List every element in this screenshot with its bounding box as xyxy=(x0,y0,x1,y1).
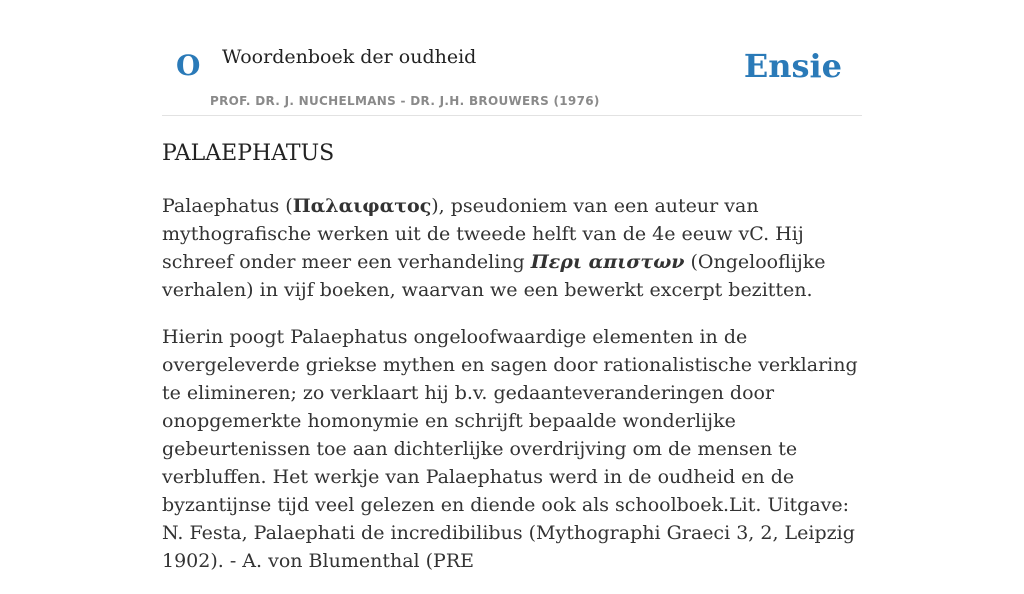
greek-work-title: Περι απιστων xyxy=(530,251,685,273)
entry-title: PALAEPHATUS xyxy=(162,141,335,166)
entry-content xyxy=(162,136,862,594)
index-letter[interactable]: O xyxy=(176,49,201,82)
paragraph-text: Palaephatus ( xyxy=(162,195,293,217)
entry-paragraph-1 xyxy=(162,192,862,304)
paragraph-text: (Ongelooflijke verhalen) in vijf boeken, waarvan we een bewerkt excerpt bezitten. xyxy=(162,251,826,301)
book-authors: PROF. DR. J. NUCHELMANS - DR. J.H. BROUWERS (1976) xyxy=(210,94,600,108)
entry-paragraph-2: Hierin poogt Palaephatus ongeloofwaardige elementen in de overgeleverde griekse mythen en sagen door rationalistische verklaring te elimineren; zo verklaart hij b.v. gedaanteveranderingen door onopgemerkte homonymie en schrijft bepaalde wonderlijke gebeurtenissen toe aan dichterlijke overdrijving om de mensen te verbluffen. Het werkje van Palaephatus werd in de oudheid en de byzantijnse tijd veel gelezen en diende ook als schoolboek.Lit. Uitgave: N. Festa, Palaephati de incredibilibus (Mythographi Graeci 3, 2, Leipzig 1902). - A. von Blumenthal (PRE xyxy=(162,326,858,572)
paragraph-text: ), pseudoniem van een auteur van mythografische werken uit de tweede helft van de 4e eeuw vC. Hij schreef onder meer een verhandeling xyxy=(162,195,804,273)
brand-logo-link[interactable]: Ensie xyxy=(743,47,842,85)
book-title[interactable]: Woordenboek der oudheid xyxy=(222,46,477,68)
header xyxy=(162,0,862,116)
greek-name: Παλαιφατος xyxy=(292,195,432,217)
